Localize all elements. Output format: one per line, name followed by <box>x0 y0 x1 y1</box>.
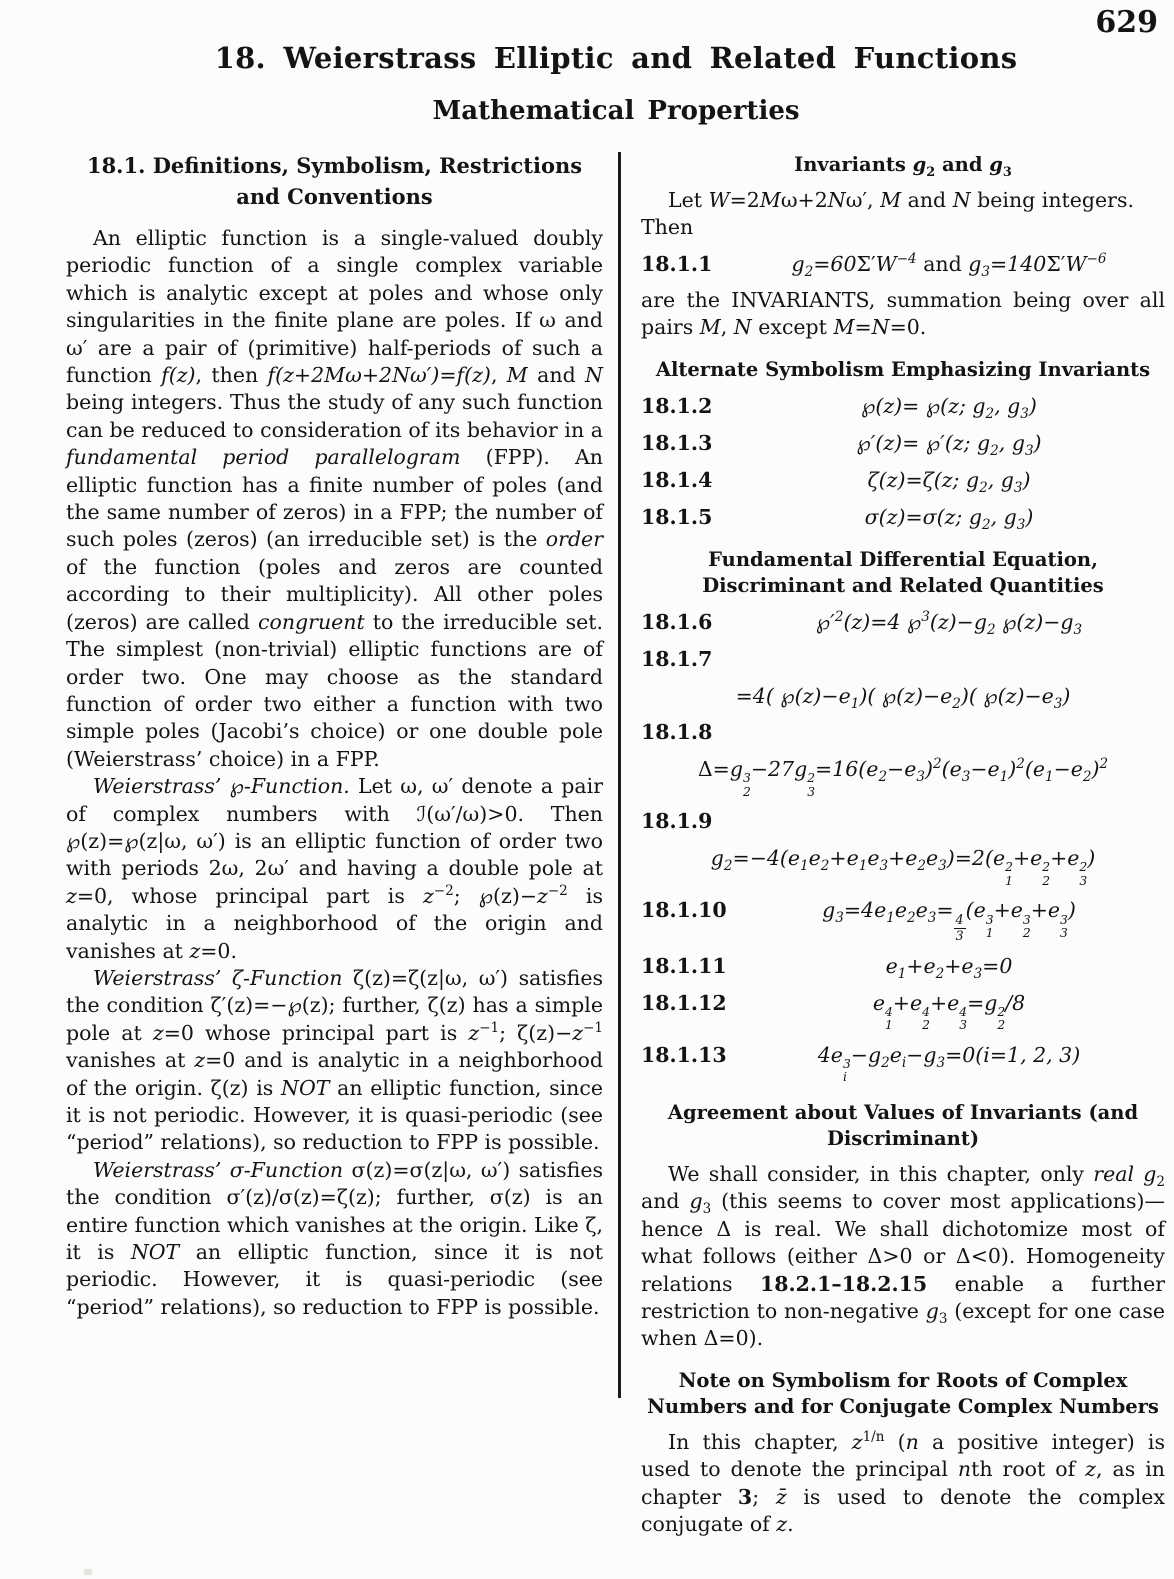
heading-agreement-invariants: Agreement about Values of Invariants (and Discriminant) <box>667 1100 1139 1150</box>
heading-note-symbolism: Note on Symbolism for Roots of Complex Numbers and for Conjugate Complex Numbers <box>647 1368 1159 1418</box>
equation-18-1-2 <box>641 392 1165 421</box>
equation-body: ζ(z)=ζ(z; $g_2$, $g_3$) <box>867 467 1031 496</box>
paragraph-note: In this chapter, $z^{1/n}$ (n a positive integer) is used to denote the principal nth root of z, as in chapter 3; z̄ is used to denote the complex conjugate of z. <box>641 1428 1165 1536</box>
equation-number: 18.1.3 <box>641 430 713 455</box>
equation-body: $℘'^2(z)=4$ $℘^3(z)-g_2$ $℘(z)-g_3$ <box>815 608 1083 638</box>
paragraph-elliptic-function: An elliptic function is a single-valued doubly periodic function of a single complex variable which is analytic except at poles and whose only singularities in the finite plane are poles. If ω and ω′ are a pair of (primitive) half-periods of such a function f(z), then f(z+2Mω+2Nω′)=f(z), M and N being integers. Thus the study of any such function can be reduced to consideration of its behavior in a fundamental period parallelogram (FPP). An elliptic function has a finite number of poles (and the same number of zeros) in a FPP; the number of such poles (zeros) (an irreducible set) is the order of the function (poles and zeros are counted according to their multiplicity). All other poles (zeros) are called congruent to the irreducible set. The simplest (non-trivial) elliptic functions are of order two. One may choose as the standard function of order two either a function with two simple poles (Jacobi’s choice) or one double pole (Weierstrass’ choice) in a FPP. <box>66 226 603 771</box>
equation-number: 18.1.8 <box>641 720 713 745</box>
paragraph-sigma-function: Weierstrass’ σ-Function σ(z)=σ(z|ω, ω′) satisfies the condition σ′(z)/σ(z)=ζ(z); further, σ(z) is an entire function which vanishes at the origin. Like ζ, it is NOT an elliptic function, since it is not periodic. However, it is quasi-periodic (see “period” relations), so reduction to FPP is possible. <box>66 1157 603 1319</box>
heading-fundamental-differential: Fundamental Differential Equation, Discriminant and Related Quantities <box>702 547 1104 597</box>
equation-18-1-6 <box>641 608 1165 637</box>
equation-18-1-1 <box>641 250 1165 279</box>
equation-18-1-3 <box>641 429 1165 458</box>
right-column <box>641 150 1165 1538</box>
heading-alternate-symbolism: Alternate Symbolism Emphasizing Invariants <box>655 357 1151 381</box>
scan-artifact <box>84 1569 92 1575</box>
equation-18-1-12 <box>641 989 1165 1033</box>
equation-body: $e_1+e_2+e_3=0$ <box>885 953 1013 982</box>
left-column <box>66 150 603 1321</box>
equation-body: $g_3=4e_1e_2e_3=$ $\frac{4}{3}$ (e 3 1 +e 3 2 +e 3 3 ) <box>822 898 1076 943</box>
paragraph-zeta-function: Weierstrass’ ζ-Function ζ(z)=ζ(z|ω, ω′) satisfies the condition ζ′(z)=−℘(z); further, ζ(z) has a simple pole at z=0 whose principal part is $z^{-1}$; $\zeta(z)-z^{-1}$ vanishes at z=0 and is analytic in a neighborhood of the origin. ζ(z) is NOT an elliptic function, since it is not periodic. However, it is quasi-periodic (see “period” relations), so reduction to FPP is possible. <box>66 965 604 1155</box>
equation-body: =4( $℘(z)-e_1$)( $℘(z)-e_2$)( $℘(z)-e_3$) <box>735 683 1071 712</box>
equation-number: 18.1.12 <box>641 990 727 1015</box>
equation-number: 18.1.13 <box>641 1042 727 1067</box>
equation-18-1-7 <box>641 645 1165 710</box>
equation-number: 18.1.10 <box>641 898 727 923</box>
heading-invariants: Invariants $g_2$ and $g_3$ <box>794 153 1012 180</box>
equation-body: ℘(z)= ℘(z; $g_2$, $g_3$) <box>861 393 1037 422</box>
chapter-title: 18. Weierstrass Elliptic and Related Functions <box>214 41 1018 75</box>
equation-18-1-4 <box>641 466 1165 495</box>
equation-18-1-9 <box>641 807 1165 888</box>
equation-number: 18.1.11 <box>641 953 727 978</box>
equation-number: 18.1.1 <box>641 251 713 276</box>
equation-number: 18.1.9 <box>641 809 713 834</box>
equation-body: σ(z)=σ(z; $g_2$, $g_3$) <box>864 504 1034 533</box>
equation-body: $g_2=60\Sigma'W^{-4}$ and $g_3=140\Sigma'W^{-6}$ <box>791 250 1107 280</box>
equation-body: 4e 3 i $-g_2e_i-g_3=0(i=1$, 2, 3) <box>817 1042 1081 1085</box>
equation-18-1-8 <box>641 718 1165 799</box>
equation-body: e 4 1 +e 4 2 +e 4 3 =g 2 2 /8 <box>872 990 1026 1033</box>
paragraph-are-invariants: are the INVARIANTS, summation being over all pairs M, N except M=N=0. <box>641 287 1165 340</box>
equation-number: 18.1.2 <box>641 393 713 418</box>
column-divider <box>618 152 621 1398</box>
equation-18-1-5 <box>641 503 1165 532</box>
paragraph-p-function: Weierstrass’ ℘-Function. Let ω, ω′ denote a pair of complex numbers with ℐ(ω′/ω)>0. Then ℘(z)=℘(z|ω, ω′) is an elliptic function of order two with periods 2ω, 2ω′ and having a double pole at z=0, whose principal part is $z^{-2}$; $℘(z)-z^{-2}$ is analytic in a neighborhood of the origin and vanishes at z=0. <box>66 774 603 963</box>
equation-number: 18.1.6 <box>641 609 713 634</box>
paragraph-then: Then <box>641 215 694 240</box>
paragraph-let-w: Let W=2Mω+2Nω′, M and N being integers. <box>668 188 1135 212</box>
section-heading-18-1: 18.1. Definitions, Symbolism, Restrictions and Conventions <box>86 153 583 209</box>
equation-number: 18.1.7 <box>641 646 713 671</box>
equation-18-1-11 <box>641 952 1165 981</box>
page-subtitle: Mathematical Properties <box>432 96 800 126</box>
equation-number: 18.1.5 <box>641 504 713 529</box>
equation-body: Δ=g 3 2 −27g 2 3 $=16(e_2-e_3)^2(e_3-e_1)^2(e_1-e_2)^2$ <box>697 756 1109 799</box>
equation-number: 18.1.4 <box>641 467 713 492</box>
page-number: 629 <box>1095 5 1158 40</box>
equation-body: ℘′(z)= ℘′(z; $g_2$, $g_3$) <box>856 430 1042 459</box>
paragraph-agreement: We shall consider, in this chapter, only real $g_2$ and $g_3$ (this seems to cover most applications)—hence Δ is real. We shall dichotomize most of what follows (either Δ>0 or Δ<0). Homogeneity relations 18.2.1–18.2.15 enable a further restriction to non-negative $g_3$ (except for one case when Δ=0). <box>641 1161 1166 1351</box>
equation-18-1-10 <box>641 896 1165 943</box>
equation-body: $g_2=-4(e_1e_2+e_1e_3+e_2e_3)=2(e$ 2 1 +e 2 2 +e 2 3 ) <box>710 846 1096 888</box>
equation-18-1-13 <box>641 1041 1165 1085</box>
